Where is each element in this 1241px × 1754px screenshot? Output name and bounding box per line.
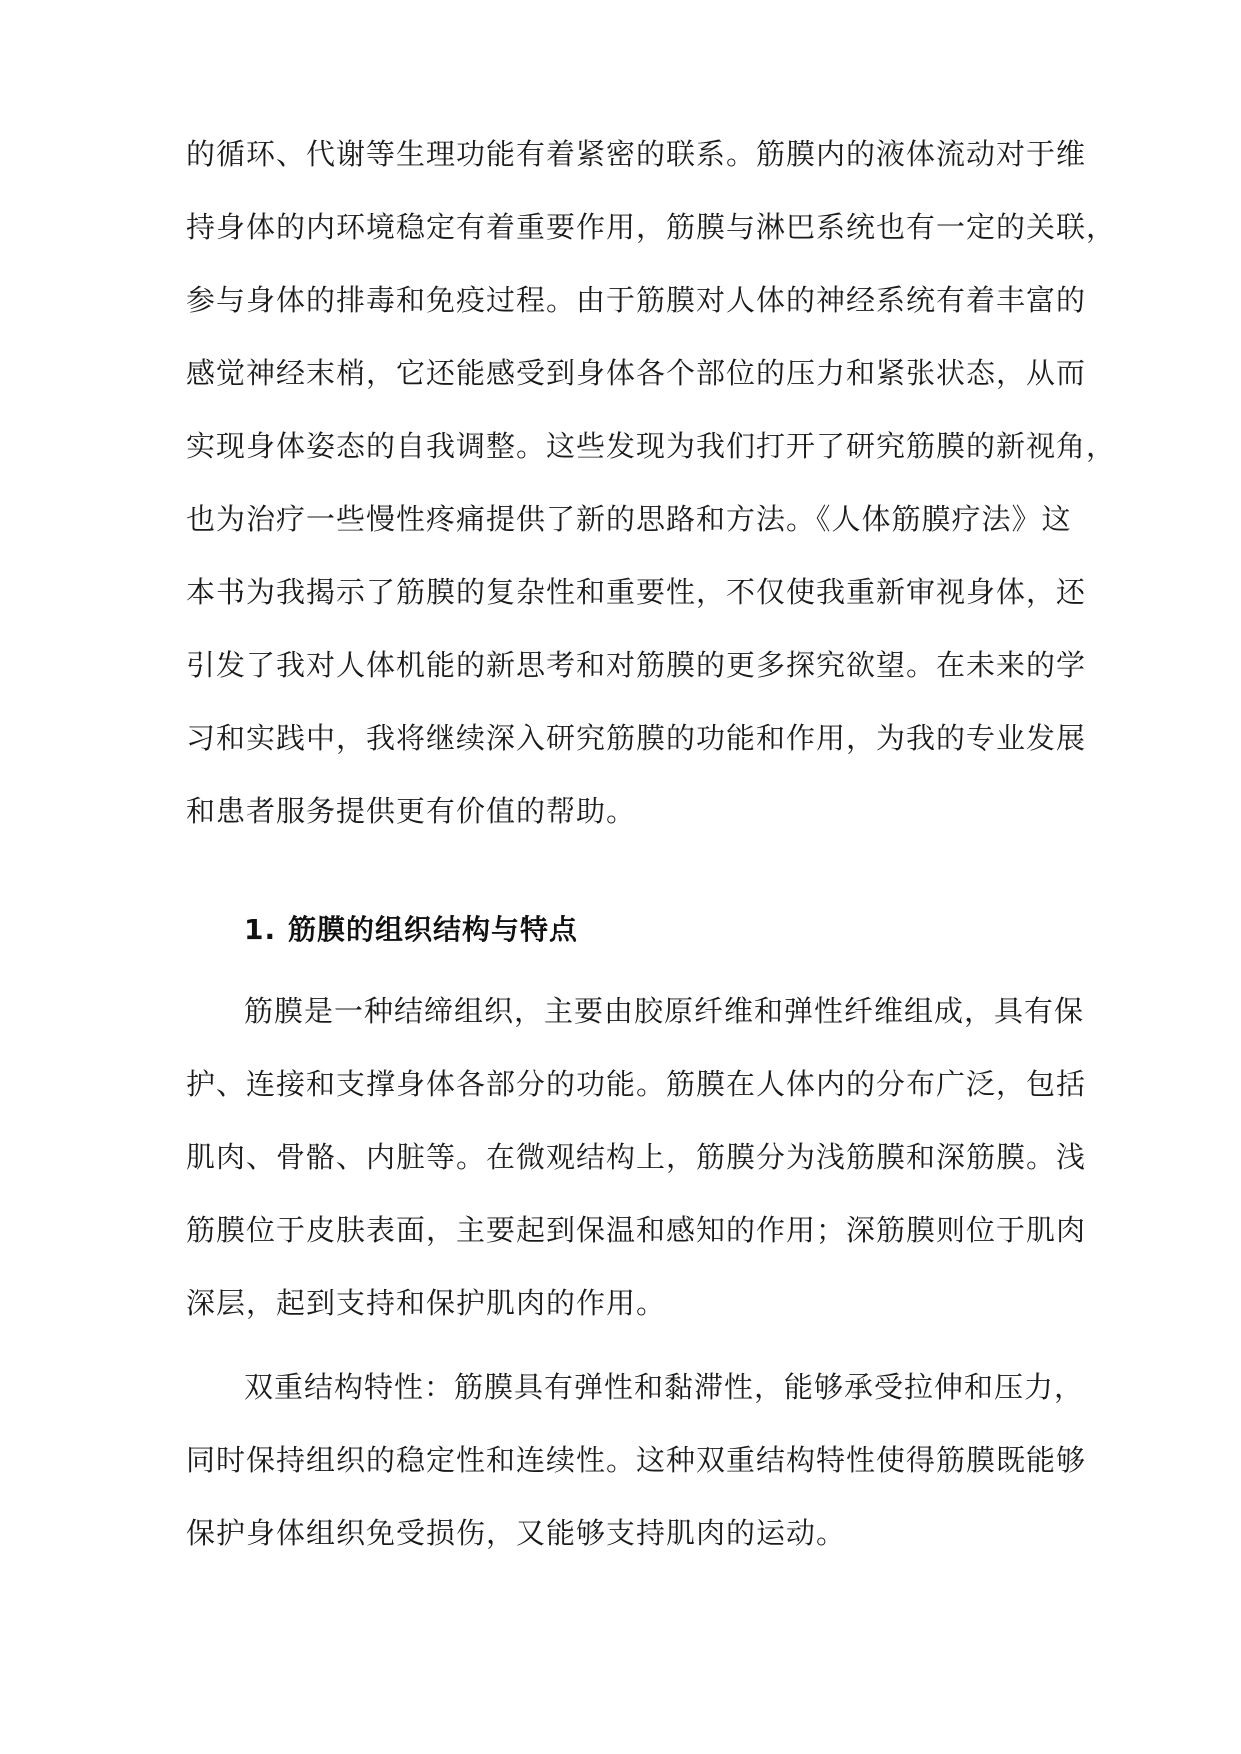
text-line: 肌肉、骨骼、内脏等。在微观结构上，筋膜分为浅筋膜和深筋膜。浅 [186, 1140, 1087, 1174]
text-line: 深层，起到支持和保护肌肉的作用。 [186, 1286, 667, 1320]
text-line: 同时保持组织的稳定性和连续性。这种双重结构特性使得筋膜既能够 [186, 1443, 1087, 1477]
text-line: 的循环、代谢等生理功能有着紧密的联系。筋膜内的液体流动对于维 [186, 137, 1087, 171]
text-line: 筋膜是一种结缔组织，主要由胶原纤维和弹性纤维组成，具有保 [244, 994, 1085, 1028]
text-line: 持身体的内环境稳定有着重要作用，筋膜与淋巴系统也有一定的关联， [186, 210, 1117, 244]
text-line: 和患者服务提供更有价值的帮助。 [186, 794, 637, 828]
text-line: 本书为我揭示了筋膜的复杂性和重要性，不仅使我重新审视身体，还 [186, 575, 1087, 609]
text-line: 参与身体的排毒和免疫过程。由于筋膜对人体的神经系统有着丰富的 [186, 283, 1087, 317]
text-line: 引发了我对人体机能的新思考和对筋膜的更多探究欲望。在未来的学 [186, 648, 1087, 682]
text-line: 实现身体姿态的自我调整。这些发现为我们打开了研究筋膜的新视角， [186, 429, 1117, 463]
section-title: 筋膜的组织结构与特点 [288, 913, 579, 946]
text-line: 保护身体组织免受损伤，又能够支持肌肉的运动。 [186, 1516, 847, 1550]
text-line: 筋膜位于皮肤表面，主要起到保温和感知的作用；深筋膜则位于肌肉 [186, 1213, 1087, 1247]
section-heading [244, 910, 578, 950]
section-number: 1. [244, 913, 277, 946]
text-line: 护、连接和支撑身体各部分的功能。筋膜在人体内的分布广泛，包括 [186, 1067, 1087, 1101]
text-line: 双重结构特性：筋膜具有弹性和黏滞性，能够承受拉伸和压力， [244, 1370, 1085, 1404]
text-line: 感觉神经末梢，它还能感受到身体各个部位的压力和紧张状态，从而 [186, 356, 1087, 390]
text-line: 也为治疗一些慢性疼痛提供了新的思路和方法。《人体筋膜疗法》这 [186, 502, 1072, 536]
text-line: 习和实践中，我将继续深入研究筋膜的功能和作用，为我的专业发展 [186, 721, 1087, 755]
